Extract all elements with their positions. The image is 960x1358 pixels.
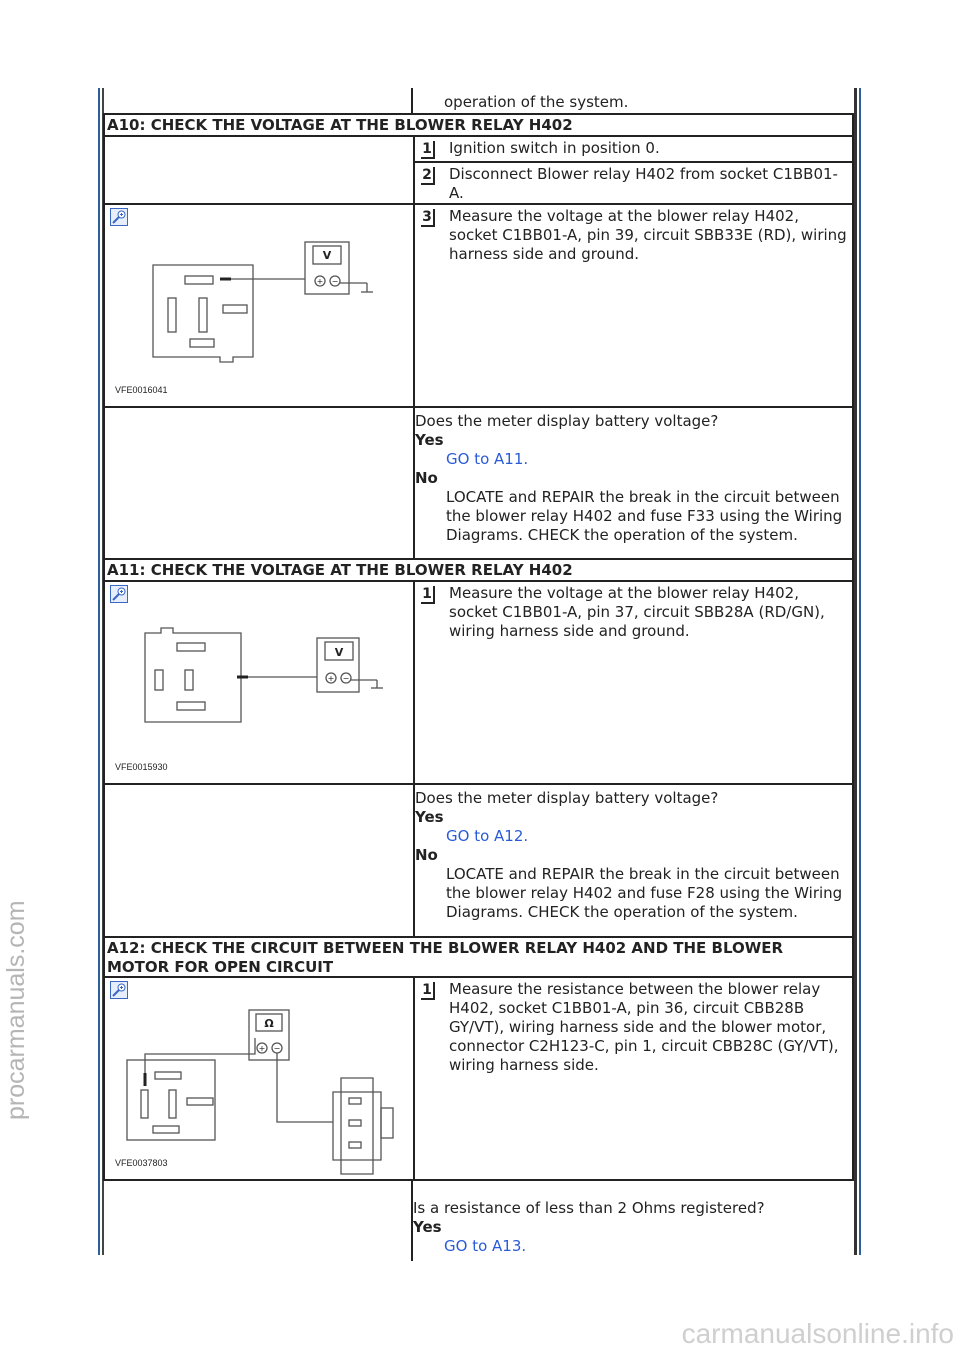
a10-result-row: [103, 408, 854, 558]
svg-text:+: +: [316, 277, 324, 286]
svg-text:−: −: [273, 1044, 281, 1053]
side-watermark: procarmanuals.com: [2, 900, 30, 1120]
meter-label: V: [334, 646, 344, 659]
question-text: Does the meter display battery voltage?: [415, 789, 719, 807]
step-item: [415, 163, 852, 203]
continuation-row: [103, 88, 854, 113]
a10-figure-row: [103, 203, 854, 408]
step-text: Measure the voltage at the blower relay H402, socket C1BB01-A, pin 39, circuit SBB33E (RD), wiring harness side and ground.: [449, 207, 847, 263]
step-text: Measure the resistance between the blower relay H402, socket C1BB01-A, pin 36, circuit CBB28B GY/VT), wiring harness side and the blower motor, connector C2H123-C, pin 1, circuit CBB28C (GY/VT), wiring harness side.: [449, 980, 839, 1074]
figure-cell: [103, 978, 415, 1179]
empty-cell: [103, 785, 415, 936]
empty-cell: [103, 408, 415, 558]
figure-cell: [103, 205, 415, 406]
meter-label: V: [322, 249, 332, 262]
a10-result-cell: [415, 408, 854, 558]
step-item: [415, 582, 852, 641]
svg-text:+: +: [327, 674, 335, 683]
step-item: [415, 205, 852, 264]
a10-steps-cell: [415, 137, 854, 203]
yes-link[interactable]: GO to A11.: [446, 450, 529, 468]
yes-link[interactable]: GO to A13.: [444, 1237, 527, 1255]
wiring-diagram: [105, 205, 413, 404]
step-text: Ignition switch in position 0.: [449, 139, 660, 157]
empty-cell: [103, 137, 415, 203]
figure-id: VFE0037803: [115, 1158, 168, 1168]
footer-watermark: carmanualsonline.info: [681, 1318, 954, 1349]
left-edge-line: [98, 88, 100, 1255]
yes-link[interactable]: GO to A12.: [446, 827, 529, 845]
a11-result-row: [103, 785, 854, 936]
yes-label: Yes: [413, 1218, 442, 1236]
a11-result-cell: [415, 785, 854, 936]
svg-text:−: −: [331, 277, 339, 286]
step-item: [415, 137, 852, 159]
a12-figure-row: [103, 978, 854, 1181]
empty-cell: [103, 88, 413, 113]
figure-cell: [103, 582, 415, 783]
section-header-a11: A11: CHECK THE VOLTAGE AT THE BLOWER RELAY H402: [103, 558, 854, 582]
procedure-document: [103, 88, 854, 1261]
no-label: No: [415, 469, 438, 487]
step-number: 1: [421, 982, 435, 1000]
a10-step3-cell: [415, 205, 854, 406]
right-edge-line-outer: [859, 88, 861, 1255]
step-number: 1: [421, 586, 435, 604]
no-action: LOCATE and REPAIR the break in the circuit between the blower relay H402 and fuse F28 using the Wiring Diagrams. CHECK the operation of the system.: [446, 865, 843, 921]
continuation-text: operation of the system.: [444, 93, 629, 111]
step-item: [415, 978, 852, 1075]
no-label: No: [415, 846, 438, 864]
section-header-a12: A12: CHECK THE CIRCUIT BETWEEN THE BLOWER RELAY H402 AND THE BLOWER MOTOR FOR OPEN CIRCUIT: [103, 936, 854, 978]
question-text: Does the meter display battery voltage?: [415, 412, 719, 430]
right-edge-line: [854, 88, 857, 1255]
step-text: Disconnect Blower relay H402 from socket C1BB01-A.: [449, 165, 838, 202]
figure-id: VFE0015930: [115, 762, 168, 772]
no-action: LOCATE and REPAIR the break in the circuit between the blower relay H402 and fuse F33 using the Wiring Diagrams. CHECK the operation of the system.: [446, 488, 843, 544]
step-number: 2: [421, 167, 435, 185]
wiring-diagram: [105, 978, 413, 1177]
a11-step1-cell: [415, 582, 854, 783]
svg-text:−: −: [342, 674, 350, 683]
figure-id: VFE0016041: [115, 385, 168, 395]
step-number: 1: [421, 141, 435, 159]
a12-step1-cell: [415, 978, 854, 1179]
empty-cell: [103, 1181, 413, 1261]
a12-result-cell: [413, 1181, 854, 1261]
section-header-a10: A10: CHECK THE VOLTAGE AT THE BLOWER RELAY H402: [103, 113, 854, 137]
a10-steps-row: [103, 137, 854, 203]
svg-text:+: +: [258, 1044, 266, 1053]
step-text: Measure the voltage at the blower relay H402, socket C1BB01-A, pin 37, circuit SBB28A (RD/GN), wiring harness side and ground.: [449, 584, 825, 640]
a12-result-row: [103, 1181, 854, 1261]
wiring-diagram: [105, 582, 413, 781]
yes-label: Yes: [415, 431, 444, 449]
yes-label: Yes: [415, 808, 444, 826]
step-number: 3: [421, 209, 435, 227]
question-text: Is a resistance of less than 2 Ohms registered?: [413, 1199, 765, 1217]
a11-figure-row: [103, 582, 854, 785]
meter-label: Ω: [264, 1017, 274, 1030]
continuation-cell: [413, 88, 854, 113]
